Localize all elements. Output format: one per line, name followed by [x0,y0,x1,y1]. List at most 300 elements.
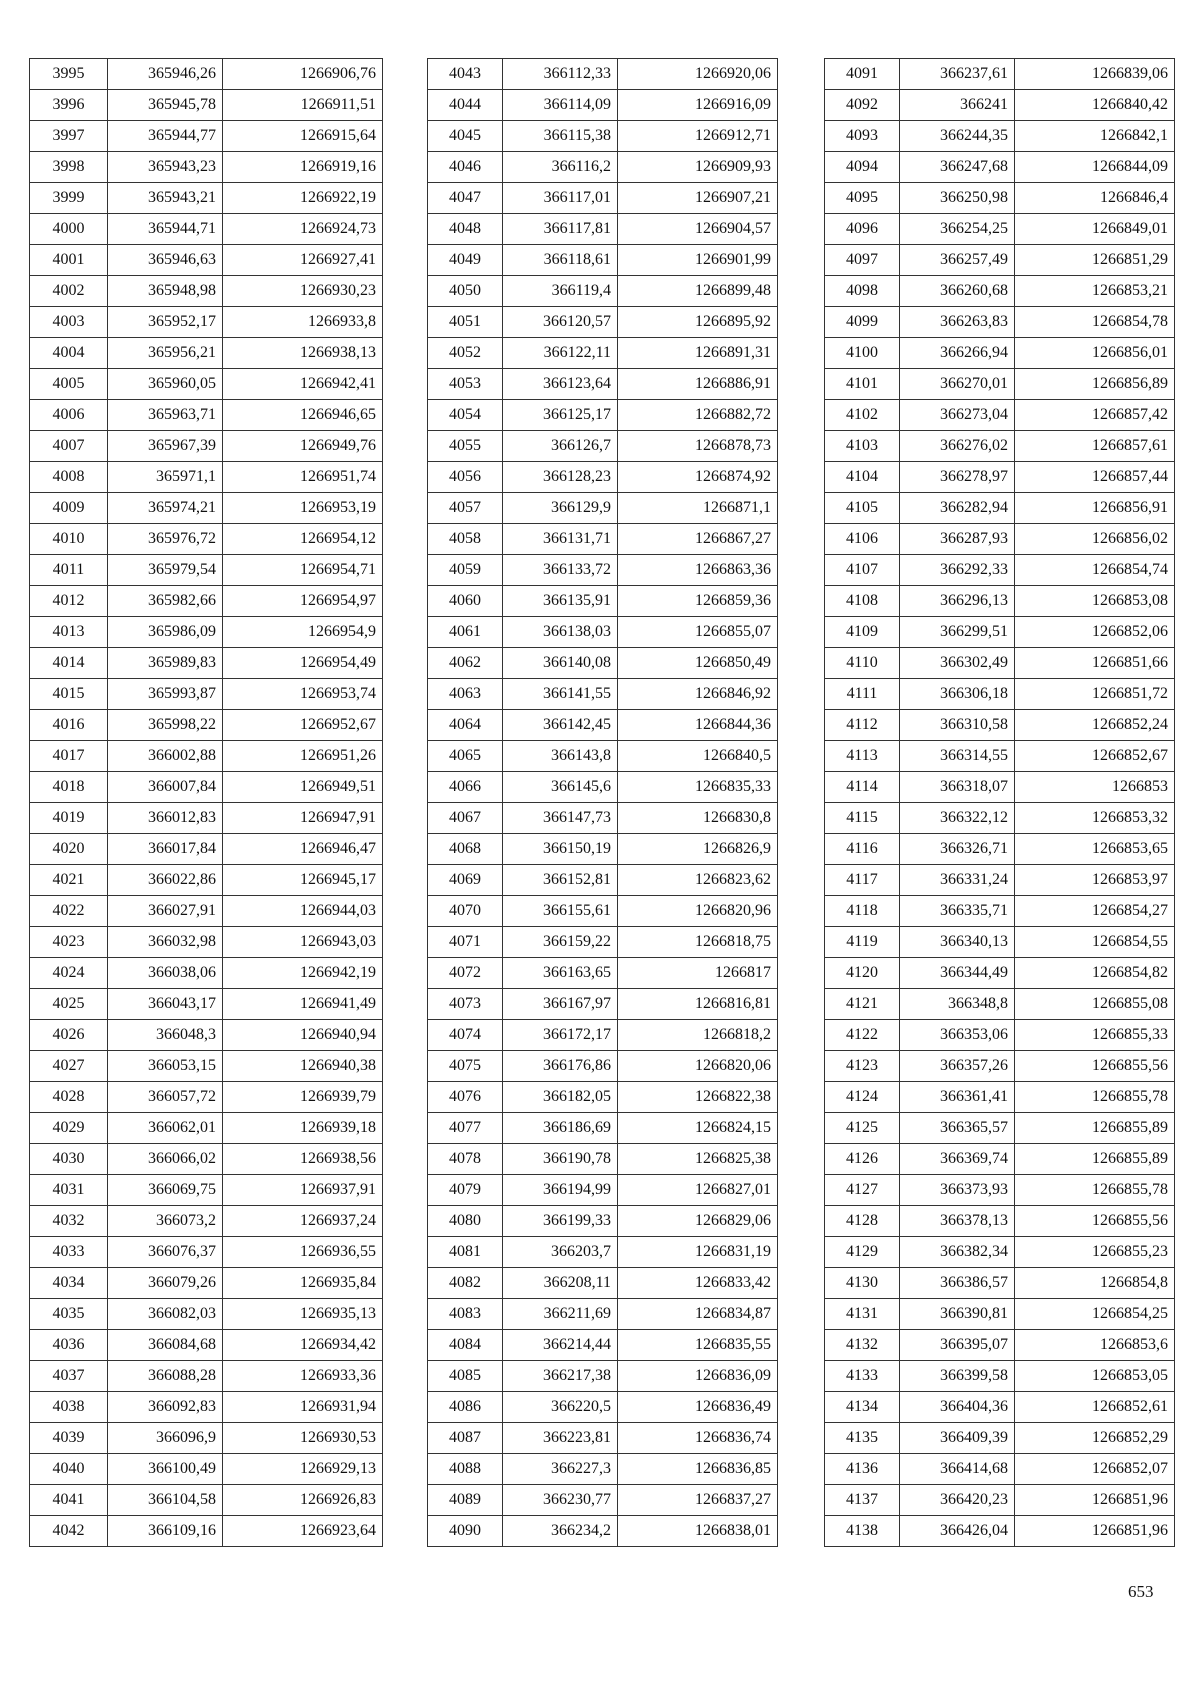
table-row [30,772,383,803]
y-coordinate-cell: 1266840,42 [1015,90,1175,121]
point-number-cell: 4128 [825,1206,900,1237]
table-row [30,400,383,431]
point-number-cell: 4085 [428,1361,503,1392]
y-coordinate-cell: 1266855,07 [618,617,778,648]
x-coordinate-cell: 366306,18 [900,679,1015,710]
x-coordinate-cell: 366112,33 [503,59,618,90]
y-coordinate-cell: 1266954,49 [223,648,383,679]
y-coordinate-cell: 1266834,87 [618,1299,778,1330]
table-row [428,1113,778,1144]
x-coordinate-cell: 366032,98 [108,927,223,958]
y-coordinate-cell: 1266844,36 [618,710,778,741]
y-coordinate-cell: 1266852,29 [1015,1423,1175,1454]
point-number-cell: 4073 [428,989,503,1020]
y-coordinate-cell: 1266831,19 [618,1237,778,1268]
x-coordinate-cell: 365979,54 [108,555,223,586]
y-coordinate-cell: 1266855,89 [1015,1144,1175,1175]
table-row [30,1020,383,1051]
table-row [30,1051,383,1082]
x-coordinate-cell: 366120,57 [503,307,618,338]
table-row [825,431,1175,462]
point-number-cell: 4126 [825,1144,900,1175]
table-row [825,989,1175,1020]
y-coordinate-cell: 1266816,81 [618,989,778,1020]
x-coordinate-cell: 365943,21 [108,183,223,214]
y-coordinate-cell: 1266935,84 [223,1268,383,1299]
point-number-cell: 4098 [825,276,900,307]
table-row [428,1299,778,1330]
point-number-cell: 4096 [825,214,900,245]
table-row [30,431,383,462]
table-row [30,1175,383,1206]
point-number-cell: 4070 [428,896,503,927]
table-row [428,586,778,617]
x-coordinate-cell: 366302,49 [900,648,1015,679]
x-coordinate-cell: 366260,68 [900,276,1015,307]
x-coordinate-cell: 366314,55 [900,741,1015,772]
point-number-cell: 4015 [30,679,108,710]
point-number-cell: 4066 [428,772,503,803]
y-coordinate-cell: 1266854,78 [1015,307,1175,338]
y-coordinate-cell: 1266855,78 [1015,1082,1175,1113]
y-coordinate-cell: 1266895,92 [618,307,778,338]
y-coordinate-cell: 1266817 [618,958,778,989]
x-coordinate-cell: 366073,2 [108,1206,223,1237]
point-number-cell: 4035 [30,1299,108,1330]
table-row [428,493,778,524]
point-number-cell: 4031 [30,1175,108,1206]
x-coordinate-cell: 365944,77 [108,121,223,152]
table-row [825,1423,1175,1454]
point-number-cell: 4072 [428,958,503,989]
x-coordinate-cell: 366088,28 [108,1361,223,1392]
point-number-cell: 4019 [30,803,108,834]
y-coordinate-cell: 1266915,64 [223,121,383,152]
table-row [825,183,1175,214]
table-row [30,1330,383,1361]
point-number-cell: 4134 [825,1392,900,1423]
y-coordinate-cell: 1266933,36 [223,1361,383,1392]
y-coordinate-cell: 1266825,38 [618,1144,778,1175]
x-coordinate-cell: 366007,84 [108,772,223,803]
x-coordinate-cell: 366172,17 [503,1020,618,1051]
y-coordinate-cell: 1266904,57 [618,214,778,245]
x-coordinate-cell: 366287,93 [900,524,1015,555]
y-coordinate-cell: 1266839,06 [1015,59,1175,90]
y-coordinate-cell: 1266853,32 [1015,803,1175,834]
x-coordinate-cell: 366237,61 [900,59,1015,90]
y-coordinate-cell: 1266907,21 [618,183,778,214]
x-coordinate-cell: 366365,57 [900,1113,1015,1144]
y-coordinate-cell: 1266854,74 [1015,555,1175,586]
y-coordinate-cell: 1266939,79 [223,1082,383,1113]
y-coordinate-cell: 1266856,01 [1015,338,1175,369]
y-coordinate-cell: 1266942,41 [223,369,383,400]
x-coordinate-cell: 366084,68 [108,1330,223,1361]
y-coordinate-cell: 1266909,93 [618,152,778,183]
table-row [825,462,1175,493]
x-coordinate-cell: 366167,97 [503,989,618,1020]
y-coordinate-cell: 1266851,29 [1015,245,1175,276]
table-row [30,617,383,648]
coordinate-table-3 [824,58,1175,1547]
y-coordinate-cell: 1266919,16 [223,152,383,183]
y-coordinate-cell: 1266846,92 [618,679,778,710]
x-coordinate-cell: 366163,65 [503,958,618,989]
point-number-cell: 4123 [825,1051,900,1082]
point-number-cell: 4081 [428,1237,503,1268]
y-coordinate-cell: 1266852,24 [1015,710,1175,741]
point-number-cell: 4078 [428,1144,503,1175]
x-coordinate-cell: 365982,66 [108,586,223,617]
point-number-cell: 4065 [428,741,503,772]
table-row [825,121,1175,152]
point-number-cell: 4007 [30,431,108,462]
table-row [428,121,778,152]
y-coordinate-cell: 1266931,94 [223,1392,383,1423]
table-row [428,1392,778,1423]
point-number-cell: 4008 [30,462,108,493]
table-row [825,1299,1175,1330]
point-number-cell: 4039 [30,1423,108,1454]
y-coordinate-cell: 1266859,36 [618,586,778,617]
x-coordinate-cell: 366335,71 [900,896,1015,927]
table-row [825,865,1175,896]
x-coordinate-cell: 365971,1 [108,462,223,493]
y-coordinate-cell: 1266854,8 [1015,1268,1175,1299]
y-coordinate-cell: 1266935,13 [223,1299,383,1330]
point-number-cell: 4127 [825,1175,900,1206]
point-number-cell: 4075 [428,1051,503,1082]
y-coordinate-cell: 1266901,99 [618,245,778,276]
point-number-cell: 4023 [30,927,108,958]
y-coordinate-cell: 1266899,48 [618,276,778,307]
table-row [825,803,1175,834]
point-number-cell: 4001 [30,245,108,276]
point-number-cell: 4032 [30,1206,108,1237]
y-coordinate-cell: 1266855,78 [1015,1175,1175,1206]
x-coordinate-cell: 366399,58 [900,1361,1015,1392]
table-row [428,1082,778,1113]
y-coordinate-cell: 1266856,02 [1015,524,1175,555]
y-coordinate-cell: 1266953,74 [223,679,383,710]
y-coordinate-cell: 1266851,72 [1015,679,1175,710]
y-coordinate-cell: 1266836,09 [618,1361,778,1392]
table-row [428,214,778,245]
x-coordinate-cell: 366278,97 [900,462,1015,493]
y-coordinate-cell: 1266937,91 [223,1175,383,1206]
table-row [30,1361,383,1392]
x-coordinate-cell: 366128,23 [503,462,618,493]
table-row [428,307,778,338]
table-row [30,1237,383,1268]
point-number-cell: 4060 [428,586,503,617]
x-coordinate-cell: 366125,17 [503,400,618,431]
point-number-cell: 4009 [30,493,108,524]
point-number-cell: 4044 [428,90,503,121]
y-coordinate-cell: 1266941,49 [223,989,383,1020]
y-coordinate-cell: 1266840,5 [618,741,778,772]
table-row [30,1082,383,1113]
table-row [30,1392,383,1423]
y-coordinate-cell: 1266947,91 [223,803,383,834]
point-number-cell: 4116 [825,834,900,865]
table-row [428,555,778,586]
point-number-cell: 4109 [825,617,900,648]
point-number-cell: 4030 [30,1144,108,1175]
y-coordinate-cell: 1266871,1 [618,493,778,524]
table-row [825,1330,1175,1361]
y-coordinate-cell: 1266927,41 [223,245,383,276]
x-coordinate-cell: 366273,04 [900,400,1015,431]
table-row [428,1144,778,1175]
y-coordinate-cell: 1266912,71 [618,121,778,152]
table-row [30,214,383,245]
point-number-cell: 4021 [30,865,108,896]
x-coordinate-cell: 365960,05 [108,369,223,400]
x-coordinate-cell: 365967,39 [108,431,223,462]
point-number-cell: 4000 [30,214,108,245]
y-coordinate-cell: 1266863,36 [618,555,778,586]
y-coordinate-cell: 1266954,71 [223,555,383,586]
y-coordinate-cell: 1266820,96 [618,896,778,927]
table-row [30,710,383,741]
x-coordinate-cell: 366123,64 [503,369,618,400]
table-row [428,617,778,648]
table-row [825,1206,1175,1237]
point-number-cell: 4094 [825,152,900,183]
table-row [825,276,1175,307]
coordinate-table-1 [29,58,383,1547]
table-row [825,1485,1175,1516]
table-row [30,1206,383,1237]
table-body [825,59,1175,1547]
point-number-cell: 4117 [825,865,900,896]
point-number-cell: 4108 [825,586,900,617]
table-row [30,803,383,834]
y-coordinate-cell: 1266844,09 [1015,152,1175,183]
x-coordinate-cell: 366426,04 [900,1516,1015,1547]
point-number-cell: 4111 [825,679,900,710]
point-number-cell: 4054 [428,400,503,431]
table-row [428,803,778,834]
y-coordinate-cell: 1266954,97 [223,586,383,617]
table-row [30,679,383,710]
x-coordinate-cell: 366022,86 [108,865,223,896]
x-coordinate-cell: 366208,11 [503,1268,618,1299]
table-row [428,958,778,989]
point-number-cell: 4131 [825,1299,900,1330]
point-number-cell: 4079 [428,1175,503,1206]
point-number-cell: 4101 [825,369,900,400]
point-number-cell: 4041 [30,1485,108,1516]
point-number-cell: 3999 [30,183,108,214]
x-coordinate-cell: 366296,13 [900,586,1015,617]
x-coordinate-cell: 366378,13 [900,1206,1015,1237]
table-row [428,338,778,369]
table-row [825,400,1175,431]
point-number-cell: 4110 [825,648,900,679]
point-number-cell: 4069 [428,865,503,896]
table-row [825,338,1175,369]
x-coordinate-cell: 366369,74 [900,1144,1015,1175]
x-coordinate-cell: 365946,63 [108,245,223,276]
y-coordinate-cell: 1266924,73 [223,214,383,245]
y-coordinate-cell: 1266886,91 [618,369,778,400]
point-number-cell: 4068 [428,834,503,865]
point-number-cell: 4036 [30,1330,108,1361]
table-row [428,1361,778,1392]
y-coordinate-cell: 1266852,07 [1015,1454,1175,1485]
x-coordinate-cell: 366186,69 [503,1113,618,1144]
x-coordinate-cell: 365993,87 [108,679,223,710]
x-coordinate-cell: 366257,49 [900,245,1015,276]
x-coordinate-cell: 365956,21 [108,338,223,369]
point-number-cell: 4093 [825,121,900,152]
table-row [825,1392,1175,1423]
y-coordinate-cell: 1266942,19 [223,958,383,989]
point-number-cell: 4090 [428,1516,503,1547]
point-number-cell: 4051 [428,307,503,338]
table-row [825,59,1175,90]
point-number-cell: 4099 [825,307,900,338]
point-number-cell: 4042 [30,1516,108,1547]
x-coordinate-cell: 365974,21 [108,493,223,524]
x-coordinate-cell: 366017,84 [108,834,223,865]
table-row [428,772,778,803]
x-coordinate-cell: 366322,12 [900,803,1015,834]
table-row [428,152,778,183]
point-number-cell: 4091 [825,59,900,90]
table-row [825,710,1175,741]
x-coordinate-cell: 366048,3 [108,1020,223,1051]
point-number-cell: 4006 [30,400,108,431]
point-number-cell: 4102 [825,400,900,431]
point-number-cell: 4074 [428,1020,503,1051]
x-coordinate-cell: 366104,58 [108,1485,223,1516]
y-coordinate-cell: 1266853,65 [1015,834,1175,865]
x-coordinate-cell: 365976,72 [108,524,223,555]
y-coordinate-cell: 1266951,74 [223,462,383,493]
x-coordinate-cell: 366126,7 [503,431,618,462]
y-coordinate-cell: 1266951,26 [223,741,383,772]
point-number-cell: 4133 [825,1361,900,1392]
y-coordinate-cell: 1266954,9 [223,617,383,648]
point-number-cell: 4014 [30,648,108,679]
y-coordinate-cell: 1266853,08 [1015,586,1175,617]
x-coordinate-cell: 366395,07 [900,1330,1015,1361]
x-coordinate-cell: 365998,22 [108,710,223,741]
y-coordinate-cell: 1266891,31 [618,338,778,369]
table-row [428,1051,778,1082]
y-coordinate-cell: 1266874,92 [618,462,778,493]
table-row [30,1268,383,1299]
y-coordinate-cell: 1266852,61 [1015,1392,1175,1423]
point-number-cell: 4115 [825,803,900,834]
table-row [825,1237,1175,1268]
y-coordinate-cell: 1266949,51 [223,772,383,803]
table-row [825,1516,1175,1547]
y-coordinate-cell: 1266854,25 [1015,1299,1175,1330]
point-number-cell: 4017 [30,741,108,772]
x-coordinate-cell: 366223,81 [503,1423,618,1454]
table-row [30,307,383,338]
point-number-cell: 4061 [428,617,503,648]
table-row [30,245,383,276]
table-row [428,1516,778,1547]
y-coordinate-cell: 1266854,27 [1015,896,1175,927]
table-row [428,1237,778,1268]
point-number-cell: 4067 [428,803,503,834]
point-number-cell: 4024 [30,958,108,989]
x-coordinate-cell: 366318,07 [900,772,1015,803]
x-coordinate-cell: 366114,09 [503,90,618,121]
y-coordinate-cell: 1266911,51 [223,90,383,121]
y-coordinate-cell: 1266949,76 [223,431,383,462]
table-row [428,710,778,741]
point-number-cell: 4040 [30,1454,108,1485]
y-coordinate-cell: 1266851,66 [1015,648,1175,679]
x-coordinate-cell: 366043,17 [108,989,223,1020]
table-row [825,1454,1175,1485]
table-row [825,679,1175,710]
y-coordinate-cell: 1266853 [1015,772,1175,803]
point-number-cell: 4058 [428,524,503,555]
table-row [30,1144,383,1175]
y-coordinate-cell: 1266855,56 [1015,1051,1175,1082]
point-number-cell: 4080 [428,1206,503,1237]
table-row [825,1082,1175,1113]
x-coordinate-cell: 366133,72 [503,555,618,586]
x-coordinate-cell: 366109,16 [108,1516,223,1547]
point-number-cell: 4056 [428,462,503,493]
point-number-cell: 4083 [428,1299,503,1330]
point-number-cell: 4028 [30,1082,108,1113]
y-coordinate-cell: 1266851,96 [1015,1516,1175,1547]
table-row [428,276,778,307]
point-number-cell: 4026 [30,1020,108,1051]
point-number-cell: 4013 [30,617,108,648]
y-coordinate-cell: 1266940,38 [223,1051,383,1082]
table-row [30,462,383,493]
table-row [428,524,778,555]
y-coordinate-cell: 1266867,27 [618,524,778,555]
y-coordinate-cell: 1266829,06 [618,1206,778,1237]
x-coordinate-cell: 366199,33 [503,1206,618,1237]
table-row [30,958,383,989]
y-coordinate-cell: 1266934,42 [223,1330,383,1361]
table-row [825,555,1175,586]
y-coordinate-cell: 1266878,73 [618,431,778,462]
y-coordinate-cell: 1266923,64 [223,1516,383,1547]
point-number-cell: 4113 [825,741,900,772]
x-coordinate-cell: 365963,71 [108,400,223,431]
y-coordinate-cell: 1266823,62 [618,865,778,896]
point-number-cell: 4071 [428,927,503,958]
point-number-cell: 4037 [30,1361,108,1392]
point-number-cell: 4107 [825,555,900,586]
point-number-cell: 4082 [428,1268,503,1299]
x-coordinate-cell: 366117,81 [503,214,618,245]
y-coordinate-cell: 1266852,67 [1015,741,1175,772]
y-coordinate-cell: 1266855,23 [1015,1237,1175,1268]
x-coordinate-cell: 366194,99 [503,1175,618,1206]
point-number-cell: 4106 [825,524,900,555]
table-row [428,1268,778,1299]
table-row [30,1113,383,1144]
x-coordinate-cell: 366122,11 [503,338,618,369]
y-coordinate-cell: 1266920,06 [618,59,778,90]
